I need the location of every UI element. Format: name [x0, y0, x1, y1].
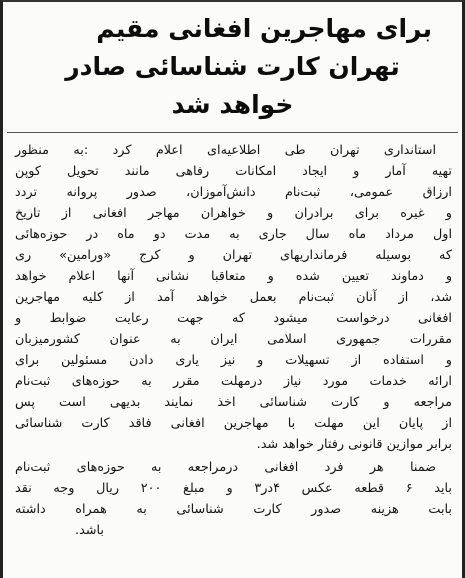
headline-divider [7, 132, 458, 133]
body-line: باید ۶ قطعه عکس ۴در۳ و مبلغ ۲۰۰ ریال وجه نقد [15, 481, 452, 496]
body-line: شد، از آنان ثبت‌نام بعمل خواهد آمد از کلیه مهاجرین [15, 290, 452, 305]
body-line: ضمنا هر فرد افغانی درمراجعه به حوزه‌های ثبت‌نام [15, 460, 436, 475]
body-line: و غیره برای برادران و خواهران مهاجر افغانی از تاریخ [15, 206, 452, 221]
headline-line-2: تهران کارت شناسائی صادر [65, 52, 400, 81]
body-line: و دماوند تعیین شده و متعاقبا نشانی آنها اعلام خواهد [15, 269, 452, 284]
body-line: و استفاده از تسهیلات و نیز یاری دادن مسئولین برای [15, 353, 452, 368]
body-line: باشد. [75, 523, 104, 538]
body-line: ارائه خدمات مورد نیاز درمهلت مقرر به حوزه‌های ثبت‌نام [15, 374, 452, 389]
body-line: اول مرداد ماه سال جاری به مدت دو ماه در حوزه‌هائی [15, 227, 452, 242]
body-line: که بوسیله فرمانداریهای تهران و کرج «ورامین» ری [15, 248, 452, 263]
headline-line-3: خواهد شد [171, 90, 294, 119]
body-line: مراجعه و کارت شناسائی اخذ نمایند بدیهی است پس [15, 395, 452, 410]
body-line: افغانی درخواست میشود که جهت رعایت ضوابط و [15, 311, 452, 326]
body-line: از پایان این مهلت با مهاجرین افغانی فاقد کارت شناسائی [15, 416, 452, 431]
body-line: تهیه آمار و ایجاد امکانات رفاهی مانند تحویل کوپن [15, 164, 452, 179]
article-body [15, 140, 452, 541]
body-line: ارزاق عمومی، ثبت‌نام دانش‌آموزان، صدور پروانه تردد [15, 185, 452, 200]
body-line: بابت هزینه صدور کارت شناسائی به همراه داشته [15, 502, 452, 517]
body-line: برابر موازین قانونی رفتار خواهد شد. [256, 437, 452, 452]
headline-line-1: برای مهاجرین افغانی مقیم [96, 14, 432, 43]
article-headline [13, 10, 452, 124]
body-line: مقررات جمهوری اسلامی ایران به عنوان کشورمیزبان [15, 332, 452, 347]
body-line: استانداری تهران طی اطلاعیه‌ای اعلام کرد :به منظور [15, 143, 436, 158]
